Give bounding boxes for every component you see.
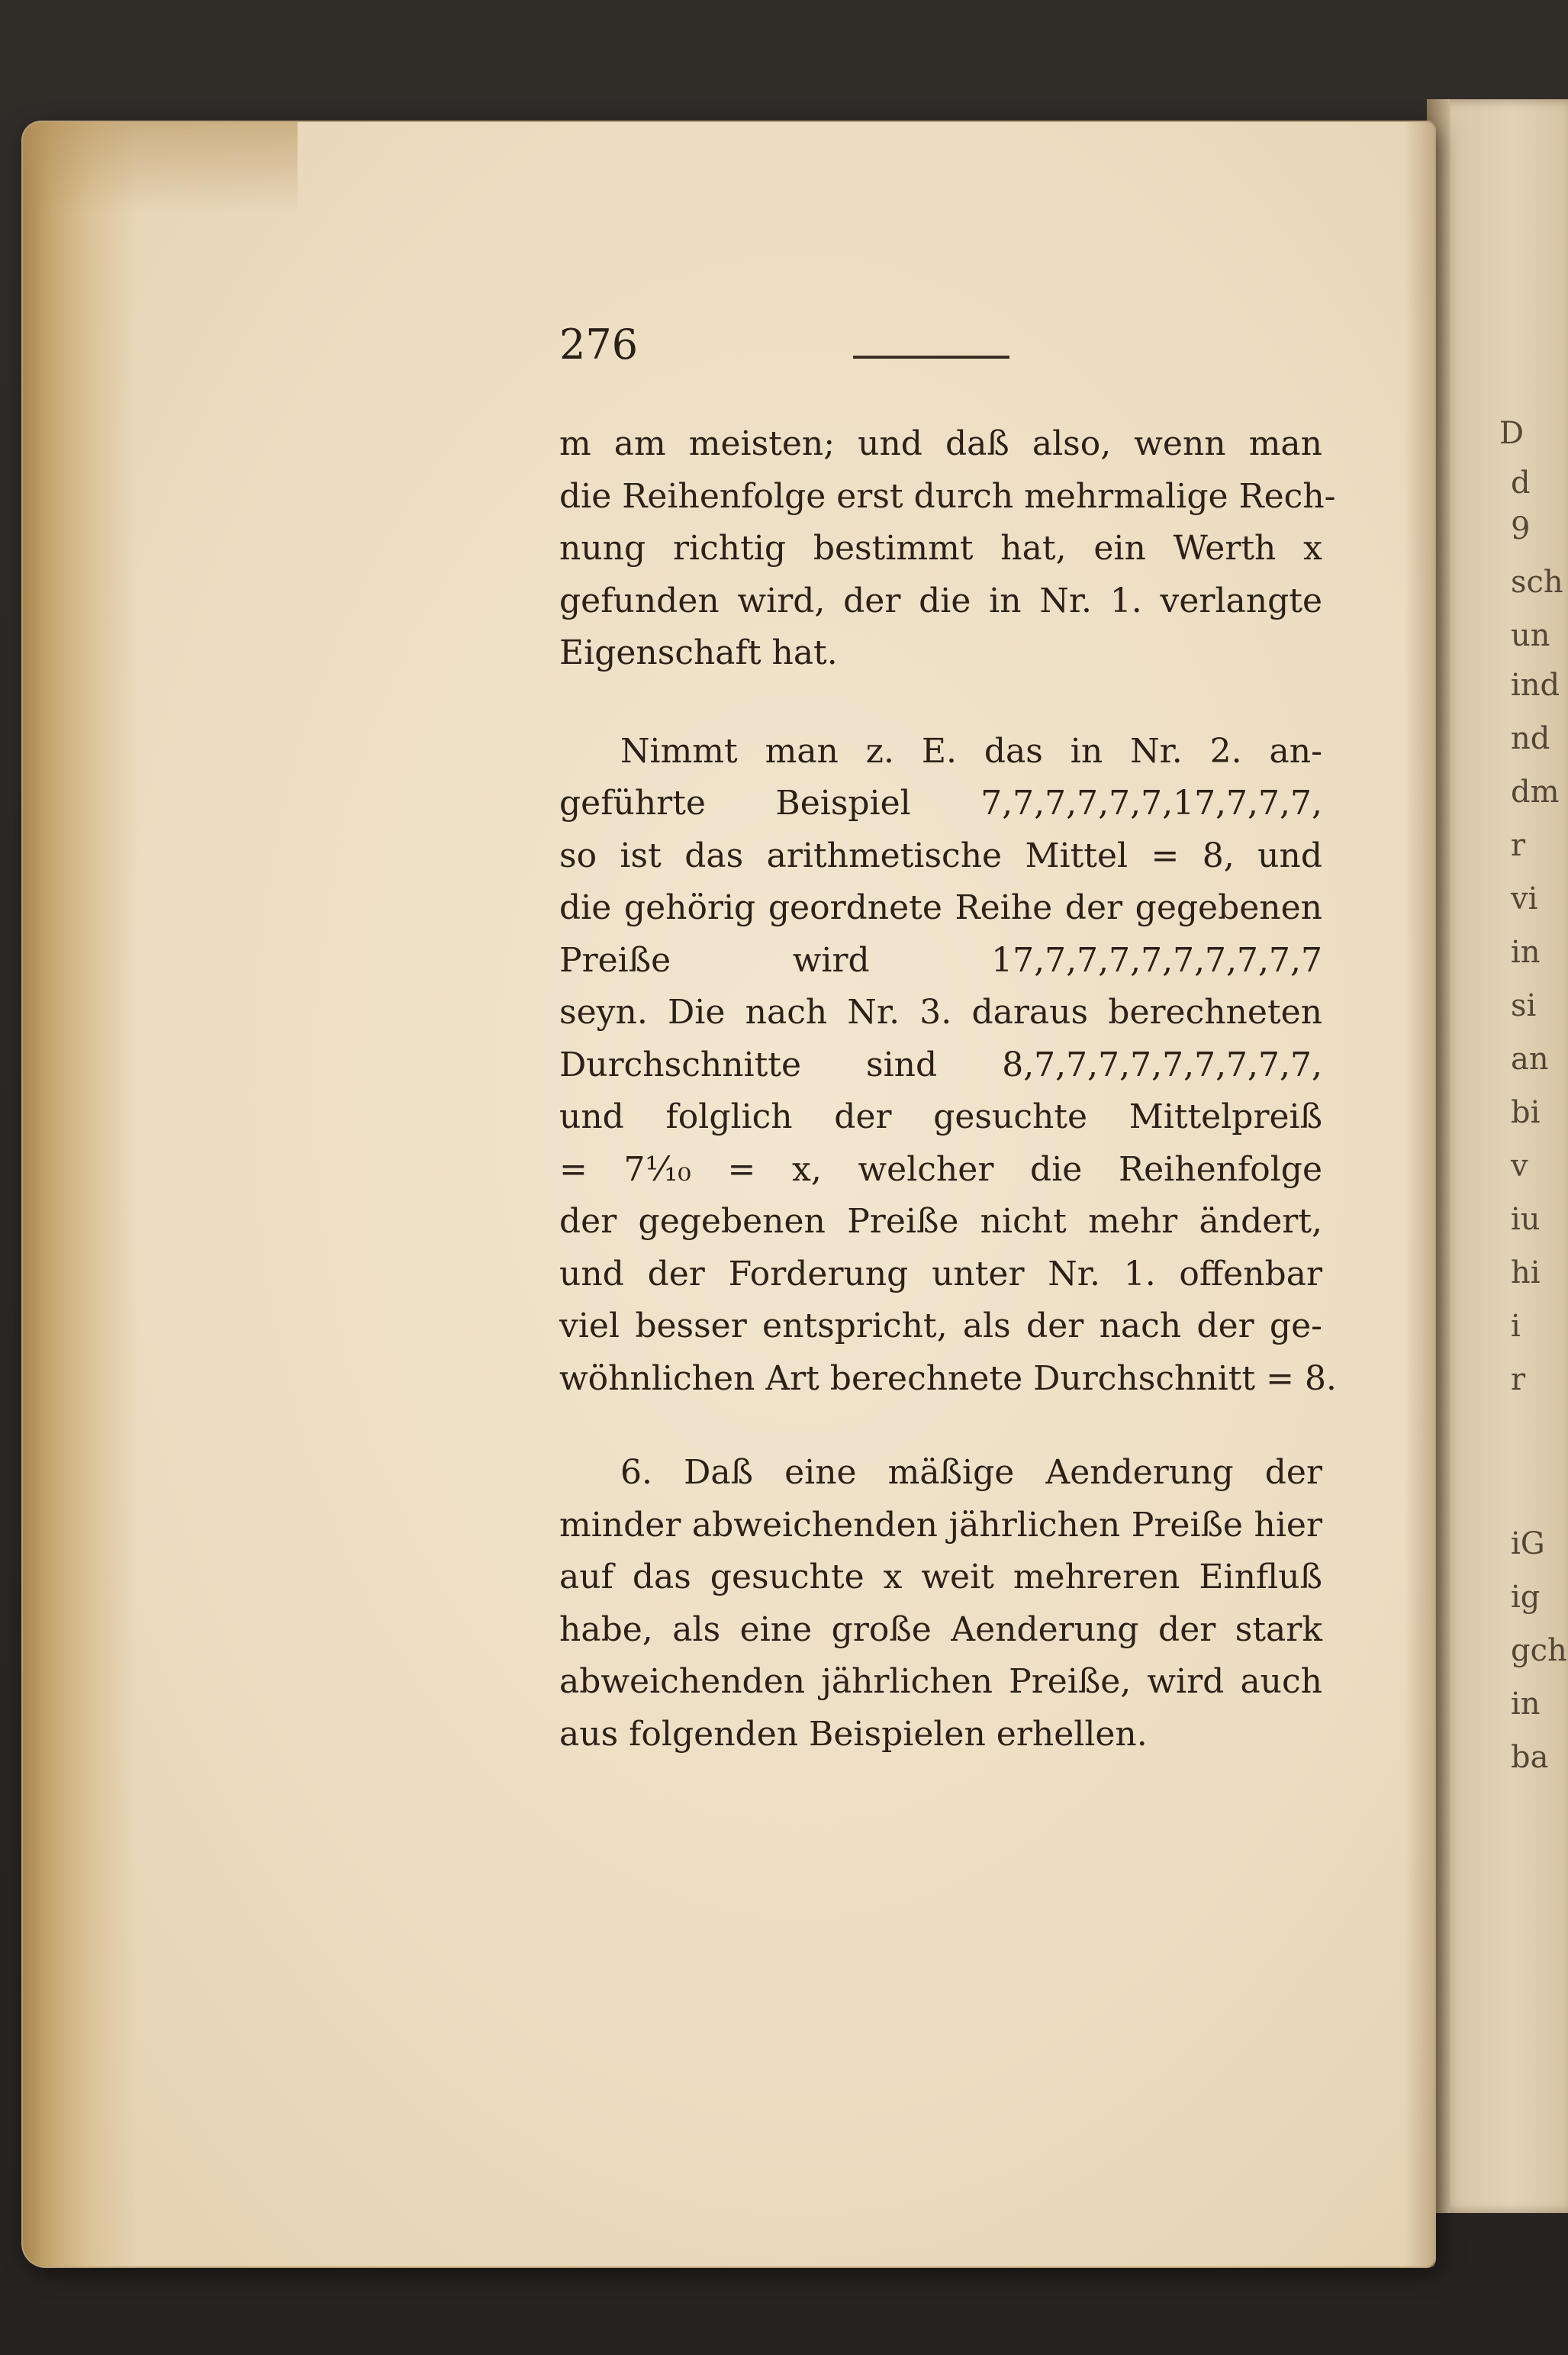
- text-line: die gehörig geordnete Reihe der gegebenen: [559, 888, 1322, 927]
- text-line: Nimmt man z. E. das in Nr. 2. an-: [620, 731, 1322, 771]
- text-line: 6. Daß eine mäßige Aenderung der: [620, 1453, 1322, 1492]
- text-line: = 7¹⁄₁₀ = x, welcher die Reihenfolge: [559, 1149, 1322, 1189]
- text-line: m am meisten; und daß also, wenn man: [559, 424, 1322, 463]
- page-worn-edge: [23, 122, 137, 2266]
- next-page-fragment: d: [1511, 466, 1531, 501]
- text-line: der gegebenen Preiße nicht mehr ändert,: [559, 1202, 1322, 1241]
- text-line: nung richtig bestimmt hat, ein Werth x: [559, 529, 1322, 568]
- next-page-fragment: r: [1511, 828, 1526, 863]
- next-page-fragment: gch: [1511, 1633, 1567, 1668]
- next-page-fragment: iu: [1511, 1202, 1541, 1237]
- text-line: Preiße wird 17,7,7,7,7,7,7,7,7,7: [559, 940, 1322, 980]
- page-header: [559, 321, 1017, 382]
- text-line: Durchschnitte sind 8,7,7,7,7,7,7,7,7,7,: [559, 1045, 1322, 1084]
- next-page-fragment: 9: [1511, 511, 1531, 546]
- paragraph-gap: [559, 1405, 1322, 1447]
- text-line: habe, als eine große Aenderung der stark: [559, 1609, 1322, 1649]
- next-page-fragment: in: [1511, 935, 1541, 970]
- next-page-fragment: ig: [1511, 1580, 1541, 1615]
- text-line: so ist das arithmetische Mittel = 8, und: [559, 836, 1322, 875]
- text-line: abweichenden jährlichen Preiße, wird auch: [559, 1662, 1322, 1701]
- text-line: viel besser entspricht, als der nach der ge-: [559, 1306, 1322, 1345]
- next-page-fragment: sch: [1511, 565, 1563, 600]
- header-rule: [853, 356, 1009, 359]
- text-line: die Reihenfolge erst durch mehrmalige Rech-: [559, 476, 1336, 516]
- next-page-fragment: ba: [1511, 1740, 1549, 1775]
- next-page-fragment: in: [1511, 1687, 1541, 1722]
- text-line: minder abweichenden jährlichen Preiße hier: [559, 1505, 1322, 1545]
- next-page-fragment: un: [1511, 618, 1550, 653]
- next-page-fragment: bi: [1511, 1095, 1541, 1130]
- next-page-fragment: nd: [1511, 721, 1550, 756]
- text-line: Eigenschaft hat.: [559, 633, 838, 672]
- page-gutter-shadow: [1404, 122, 1434, 2266]
- next-page-fragment: i: [1511, 1309, 1521, 1344]
- text-line: und der Forderung unter Nr. 1. offenbar: [559, 1254, 1322, 1293]
- next-page-fragment: iG: [1511, 1526, 1545, 1561]
- text-line: und folglich der gesuchte Mittelpreiß: [559, 1097, 1322, 1136]
- paragraph: [559, 726, 1337, 1406]
- next-page-fragment: ind: [1511, 668, 1560, 703]
- next-page-fragment: an: [1511, 1042, 1549, 1077]
- text-line: geführte Beispiel 7,7,7,7,7,7,17,7,7,7,: [559, 784, 1322, 823]
- text-line: seyn. Die nach Nr. 3. daraus berechneten: [559, 993, 1322, 1032]
- next-page-fragment: si: [1511, 988, 1537, 1023]
- paragraph: [559, 1447, 1322, 1761]
- page-number: 276: [559, 321, 639, 369]
- page-body: [559, 418, 1337, 1761]
- next-page-edge: [1427, 99, 1568, 2213]
- text-line: gefunden wird, der die in Nr. 1. verlangte: [559, 581, 1322, 620]
- text-line: wöhnlichen Art berechnete Durchschnitt = 8.: [559, 1358, 1337, 1398]
- next-page-fragment: dm: [1511, 775, 1560, 810]
- next-page-fragment: D: [1499, 416, 1525, 451]
- next-page-fragment: v: [1511, 1149, 1528, 1184]
- text-line: aus folgenden Beispielen erhellen.: [559, 1714, 1148, 1754]
- paragraph-gap: [559, 680, 1322, 726]
- page-worn-corner: [23, 122, 298, 214]
- paragraph: [559, 418, 1336, 680]
- text-line: auf das gesuchte x weit mehreren Einfluß: [559, 1558, 1322, 1596]
- next-page-fragment: hi: [1511, 1255, 1541, 1290]
- next-page-fragment: r: [1511, 1362, 1526, 1397]
- next-page-fragment: vi: [1511, 881, 1538, 917]
